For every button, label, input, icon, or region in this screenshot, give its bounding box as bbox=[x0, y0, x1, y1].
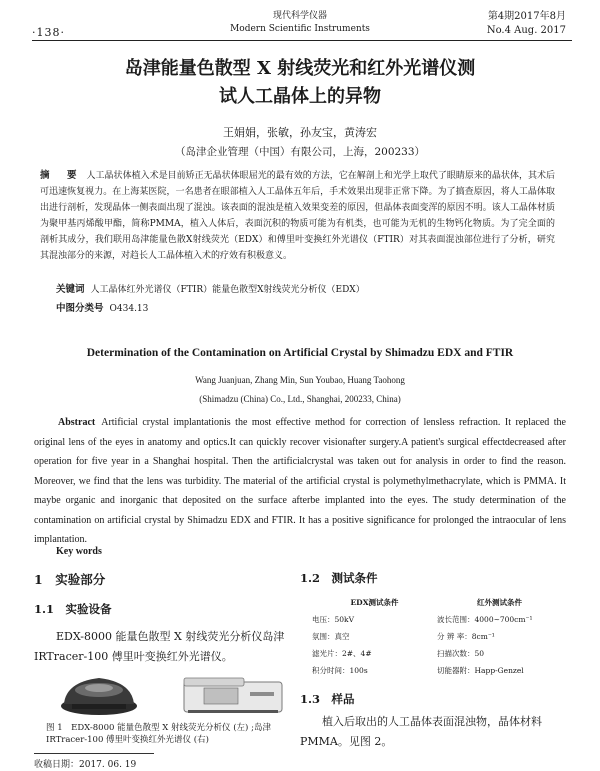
ir-condition-apodization: 切能器附：Happ-Genzel bbox=[437, 666, 524, 675]
abstract-zh bbox=[40, 168, 555, 264]
title-zh-line-2: 试人工晶体上的异物 bbox=[219, 86, 381, 107]
edx-instrument-image bbox=[61, 678, 137, 715]
figure-1-instruments bbox=[54, 668, 289, 718]
keywords-zh-text: 人工晶体红外光谱仪（FTIR）能量色散型X射线荧光分析仪（EDX） bbox=[90, 285, 365, 295]
edx-conditions-header: EDX测试条件 bbox=[350, 598, 399, 607]
issue-info bbox=[487, 10, 566, 38]
title-zh-line-1: 岛津能量色散型 X 射线荧光和红外光谱仪测 bbox=[124, 58, 476, 79]
ftir-instrument-image bbox=[184, 678, 282, 713]
edx-condition-voltage: 电压：50kV bbox=[312, 615, 355, 624]
abstract-en-text: Artificial crystal implantationis the most effective method for correction of lensless refraction. It replaced the original lens of the eyes in anatomy and optics.It can quickly recover visionafter surgery.A patient's surgical effectdecreased after operation for five year in a Shanghai hospital. Then the artificialcrystal was taken out for analysis in order to find the reason. Moreover, we find that the lens was turbidity. The material of the artificial crystal is polymethylmethacrylate, which is PMMA. It maybe organic and inorganic that deposited on the surface afterbe implanted into the eyes. The study determination of the contamination on artificial crystal by Shimadzu EDX and FTIR. It has a positive significance for prolonged the intraocular of lens implantation. bbox=[34, 417, 566, 545]
edx-condition-integration: 积分时间：100s bbox=[312, 666, 368, 675]
classification-code: O434.13 bbox=[109, 304, 149, 314]
ir-condition-resolution: 分 辨 率：8cm⁻¹ bbox=[437, 632, 495, 641]
received-date: 收稿日期：2017. 06. 19 bbox=[34, 760, 137, 770]
test-conditions-table bbox=[312, 594, 562, 679]
classification-label: 中图分类号 bbox=[56, 303, 104, 314]
authors-en: Wang Juanjuan, Zhang Min, Sun Youbao, Huang Taohong bbox=[195, 375, 405, 385]
section-1-3-heading: 1.3 样品 bbox=[300, 692, 355, 706]
figure-1-caption: 图 1 EDX-8000 能量色散型 X 射线荧光分析仪 (左) ;岛津 IRTracer-100 傅里叶变换红外光谱仪 (右) bbox=[46, 723, 271, 745]
abstract-zh-text: 人工晶状体植入术是目前矫正无晶状体眼屈光的最有效的方法，它在解剖上和光学上取代了眼睛原来的晶状体，其术后可迅速恢复视力。在上海某医院，一名患者在眼部植入人工晶体五年后，手术效果出现非正常下降。为了搞查原因，将人工晶体取出进行剖析，发现晶体一侧表面出现了混浊。该表面的混浊是植入效果变差的原因，但晶体表面变浑的原因不明。该人工晶体材质为聚甲基丙烯酸甲酯，简称PMMA，植入人体后，表面沉积的物质可能为有机类，也可能为无机的生物钙化物质。为了完全面的剖析其成分，我们联用岛津能量色散X射线荧光（EDX）和傅里叶变换红外光谱仪（FTIR）对其表面混浊部位进行了分析，研究其混浊部分的来源，对趋长人工晶体植入术的疗效有积极意义。 bbox=[40, 171, 555, 261]
edx-condition-filter: 滤光片：2#、4# bbox=[312, 649, 372, 658]
keywords-zh-label: 关键词 bbox=[56, 284, 85, 295]
header-divider bbox=[32, 40, 572, 41]
paper-title-zh bbox=[0, 55, 600, 111]
section-1-2-heading: 1.2 测试条件 bbox=[300, 571, 378, 585]
issue-zh: 第4期2017年8月 bbox=[487, 11, 566, 22]
section-1-heading: 1 实验部分 bbox=[34, 572, 106, 587]
page-number: ·138· bbox=[32, 26, 65, 39]
edx-condition-atmosphere: 氛围：真空 bbox=[312, 632, 350, 641]
section-1-1-heading: 1.1 实验设备 bbox=[34, 602, 112, 616]
keywords-en-label: Key words bbox=[56, 546, 102, 557]
abstract-en-label: Abstract bbox=[58, 417, 96, 428]
journal-name-zh: 现代科学仪器 bbox=[272, 11, 327, 21]
section-1-3-text: 植入后取出的人工晶体表面混浊物，晶体材料PMMA。见图 2。 bbox=[300, 715, 542, 748]
affiliation-zh: （岛津企业管理（中国）有限公司，上海，200233） bbox=[174, 146, 426, 158]
issue-en: No.4 Aug. 2017 bbox=[486, 25, 566, 36]
classification bbox=[56, 300, 148, 314]
footnote-divider bbox=[34, 753, 154, 754]
keywords-zh bbox=[56, 281, 556, 295]
abstract-zh-label: 摘 要 bbox=[40, 170, 81, 181]
journal-name-en: Modern Scientific Instruments bbox=[230, 24, 370, 34]
affiliation-en: (Shimadzu (China) Co., Ltd., Shanghai, 200233, China) bbox=[199, 394, 401, 404]
ir-condition-wavelength: 波长范围：4000~700cm⁻¹ bbox=[437, 615, 533, 624]
authors-zh: 王娟娟，张敏，孙友宝，黄涛宏 bbox=[223, 126, 377, 139]
abstract-en bbox=[34, 413, 566, 550]
ir-conditions-header: 红外测试条件 bbox=[477, 598, 522, 607]
ir-condition-scans: 扫描次数：50 bbox=[437, 649, 485, 658]
section-1-1-text: EDX-8000 能量色散型 X 射线荧光分析仪岛津IRTracer-100 傅里叶变换红外光谱仪。 bbox=[34, 630, 285, 663]
paper-title-en: Determination of the Contamination on Artificial Crystal by Shimadzu EDX and FTIR bbox=[86, 347, 514, 359]
